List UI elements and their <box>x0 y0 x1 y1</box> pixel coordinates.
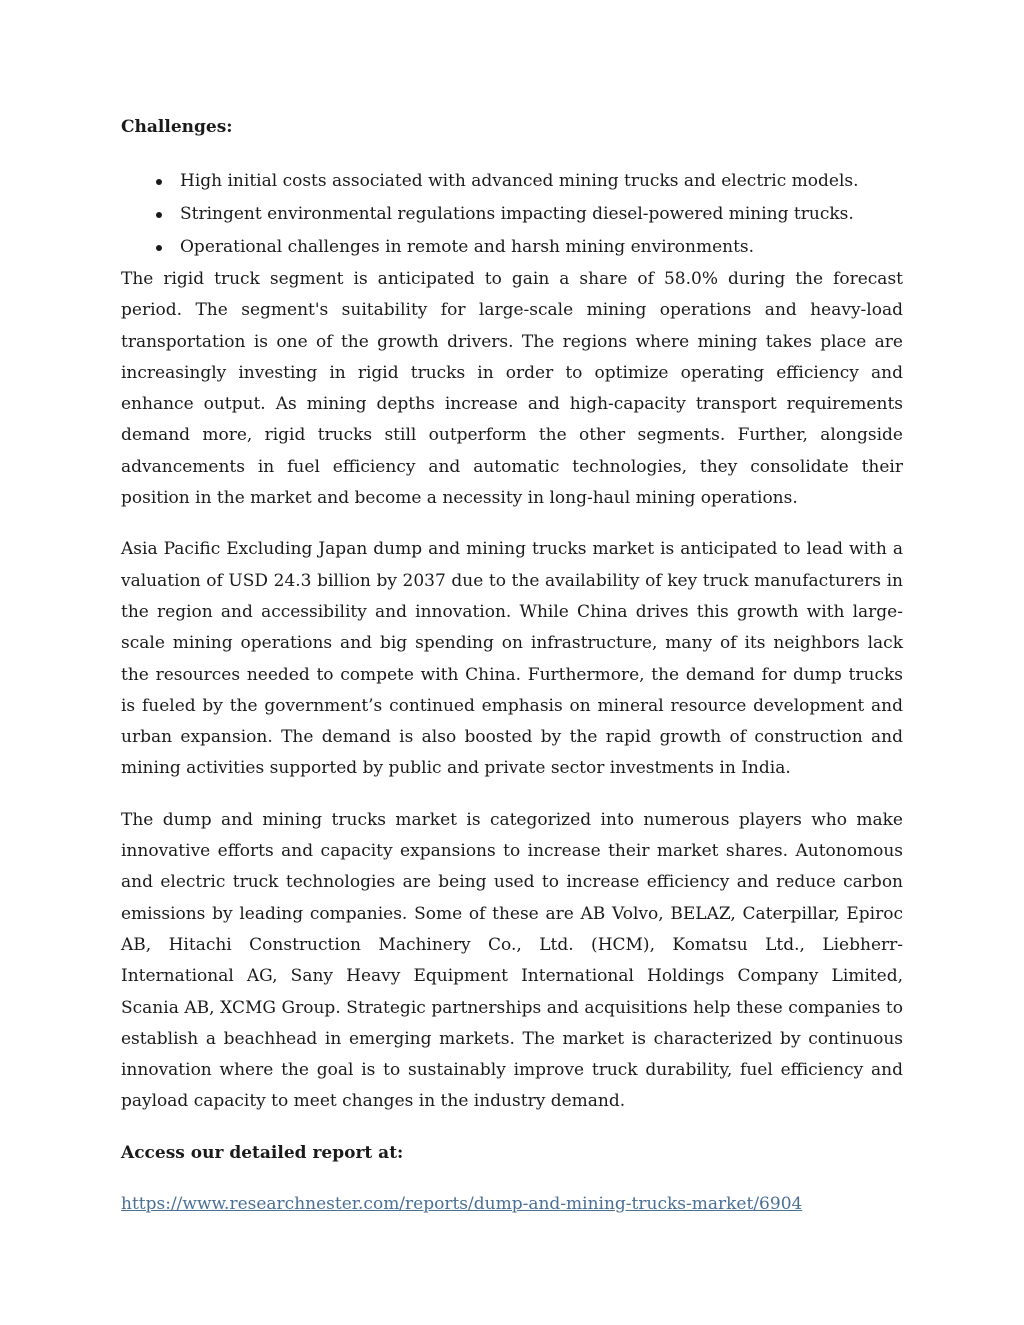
bullet-icon <box>156 212 162 218</box>
bullet-icon <box>156 179 162 185</box>
list-item <box>121 165 903 198</box>
list-item-text: Stringent environmental regulations impacting diesel-powered mining trucks. <box>180 204 854 224</box>
rigid-truck-paragraph: The rigid truck segment is anticipated to gain a share of 58.0% during the forecast period. The segment's suitability for large-scale mining operations and heavy-load transportation is one of the growth drivers. The regions where mining takes place are increasingly investing in rigid trucks in order to optimize operating efficiency and enhance output. As mining depths increase and high-capacity transport requirements demand more, rigid trucks still outperform the other segments. Further, alongside advancements in fuel efficiency and automatic technologies, they consolidate their position in the market and become a necessity in long-haul mining operations. <box>121 269 903 509</box>
list-item <box>121 231 903 264</box>
list-item-text: High initial costs associated with advanced mining trucks and electric models. <box>180 171 859 191</box>
bullet-icon <box>156 245 162 251</box>
challenges-heading: Challenges: <box>121 117 233 137</box>
document-page <box>121 112 903 1220</box>
list-item-text: Operational challenges in remote and harsh mining environments. <box>180 237 755 257</box>
challenges-list <box>121 165 903 264</box>
list-item <box>121 198 903 231</box>
access-report-heading: Access our detailed report at: <box>121 1142 404 1163</box>
asia-pacific-paragraph: Asia Pacific Excluding Japan dump and mining trucks market is anticipated to lead with a valuation of USD 24.3 billion by 2037 due to the availability of key truck manufacturers in the region and accessibility and innovation. While China drives this growth with large-scale mining operations and big spending on infrastructure, many of its neighbors lack the resources needed to compete with China. Furthermore, the demand for dump trucks is fueled by the government’s continued emphasis on mineral resource development and urban expansion. The demand is also boosted by the rapid growth of construction and mining activities supported by public and private sector investments in India. <box>121 539 903 779</box>
report-link[interactable]: https://www.researchnester.com/reports/dump-and-mining-trucks-market/6904 <box>121 1193 803 1214</box>
market-players-paragraph: The dump and mining trucks market is categorized into numerous players who make innovative efforts and capacity expansions to increase their market shares. Autonomous and electric truck technologies are being used to increase efficiency and reduce carbon emissions by leading companies. Some of these are AB Volvo, BELAZ, Caterpillar, Epiroc AB, Hitachi Construction Machinery Co., Ltd. (HCM), Komatsu Ltd., Liebherr-International AG, Sany Heavy Equipment International Holdings Company Limited, Scania AB, XCMG Group. Strategic partnerships and acquisitions help these companies to establish a beachhead in emerging markets. The market is characterized by continuous innovation where the goal is to sustainably improve truck durability, fuel efficiency and payload capacity to meet changes in the industry demand. <box>121 809 903 1112</box>
